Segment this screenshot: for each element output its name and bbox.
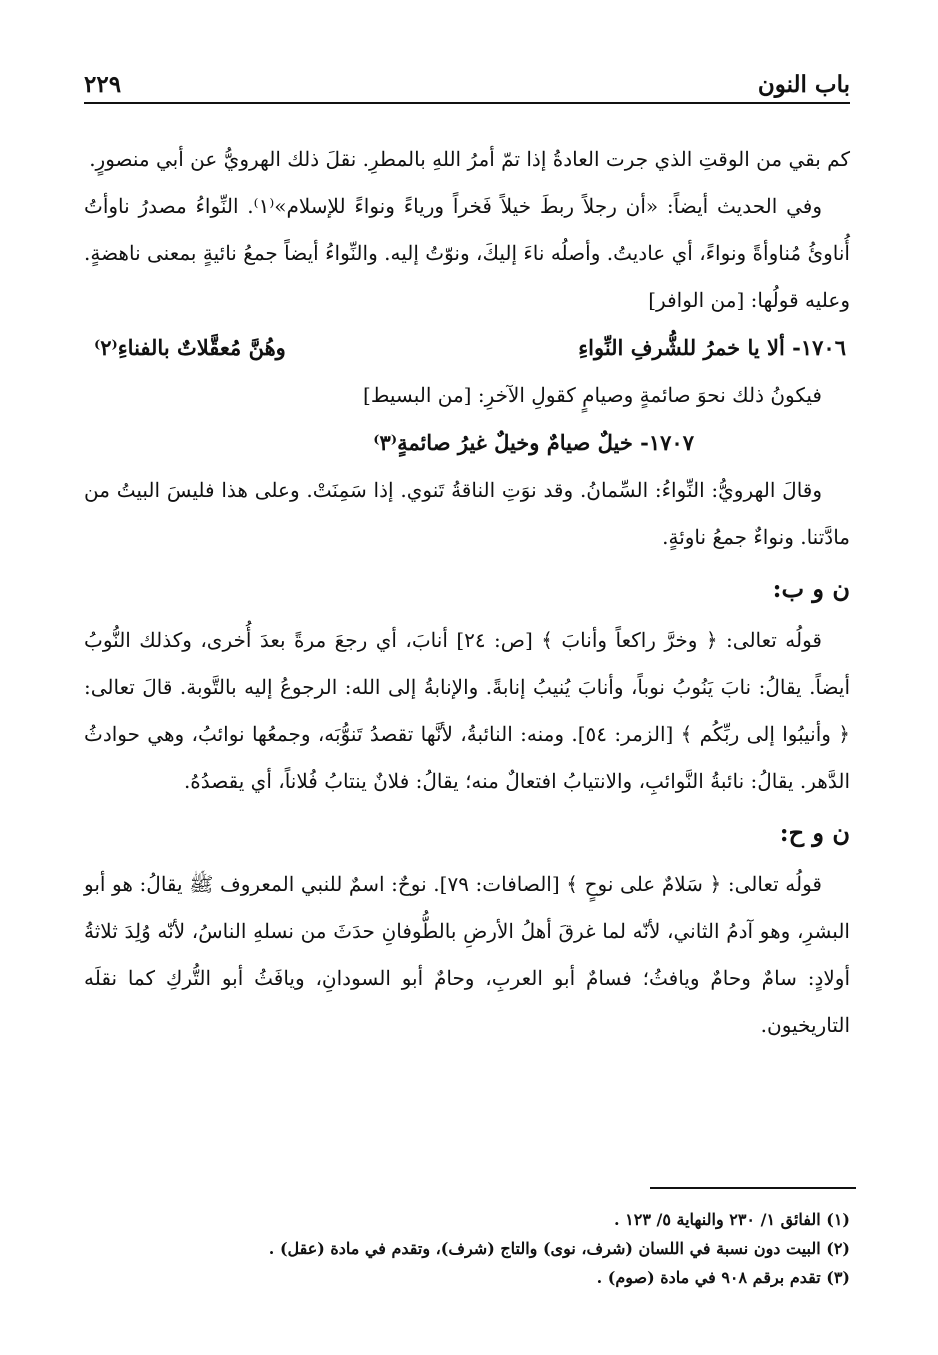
- paragraph-3: فيكونُ ذلك نحوَ صائمةٍ وصيامٍ كقولِ الآخرِ: [من البسيط]: [363, 383, 822, 407]
- section-text-nwh: قولُه تعالى: ﴿ سَلامٌ على نوحٍ ﴾ [الصافات: ٧٩]. نوحٌ: اسمٌ للنبي المعروف ﷺ يقالُ: هو أبو البشرِ، وهو آدمُ الثاني، لأنّه لما غرقَ أهلُ الأرضِ بالطُّوفانِ حدَثَ من نسلهِ الناسُ، لأنّه وُلِدَ ثلاثةُ أولادٍ: سامٌ وحامٌ ويافثُ؛ فسامٌ أبو العربِ، وحامٌ أبو السودانِ، ويافَثُ أبو التُّركِ كما نقلَه التاريخيون.: [84, 872, 850, 1037]
- paragraph-2: وفي الحديث أيضاً: «أن رجلاً ربطَ خيلاً فَخراً ورياءً ونواءً للإسلام»⁽١⁾. النِّواءُ مصدرُ ناوأتُ أُناوئُ مُناوأةً ونواءً، أي عاديتُ. وأصلُه ناءَ إليكَ، ونوّتُ إليه. والنِّواءُ أيضاً جمعُ نائيةٍ بمعنى ناهضةٍ. وعليه قولُها: [من الوافر]: [84, 194, 850, 312]
- paragraph-4: وقالَ الهرويُّ: النِّواءُ: السِّمانُ. وقد نوَتِ الناقةُ تَنوي. إذا سَمِنَتْ. وعلى هذا فليسَ البيتُ من مادَّتنا. ونواءٌ جمعُ ناوئةٍ.: [84, 478, 850, 549]
- page-body: [84, 136, 850, 1049]
- footnote-1: (١) الفائق ١/ ٢٣٠ والنهاية ٥/ ١٢٣ .: [614, 1210, 850, 1229]
- footnote-divider: [650, 1187, 856, 1189]
- section-text-nwb: قولُه تعالى: ﴿ وخرَّ راكعاً وأنابَ ﴾ [ص: ٢٤] أنابَ، أي رجعَ مرةً بعدَ أُخرى، وكذلك النُّوبُ أيضاً. يقالُ: نابَ يَنُوبُ نوباً، وأنابَ يُنيبُ إنابةً. والإنابةُ إلى الله: الرجوعُ إليه بالتَّوبة. قالَ تعالى: ﴿ وأنيبُوا إلى ربِّكُم ﴾ [الزمر: ٥٤]. ومنه: النائبةُ، لأنَّها تقصدُ تَنوُّبَه، وجمعُها نوائبُ، وهي حوادثُ الدَّهر. يقالُ: نائبةُ النَّوائبِ، والانتيابُ افتعالٌ منه؛ يقالُ: فلانٌ ينتابُ فُلاناً، أي يقصدُهُ.: [84, 628, 850, 793]
- footnotes: [84, 1205, 850, 1292]
- page-number: ٢٢٩: [84, 71, 122, 98]
- footnote-3: (٣) تقدم برقم ٩٠٨ في مادة (صوم) .: [596, 1268, 850, 1287]
- verse-1706: [84, 324, 850, 372]
- verse-1706-first-hemistich: ١٧٠٦- ألا يا خمرُ للشُّرفِ النِّواءِ: [578, 335, 846, 360]
- section-heading-nwb: ن و ب:: [772, 574, 850, 603]
- page-header: [84, 64, 850, 104]
- verse-1706-second-hemistich: وهُنَّ مُعقَّلاتٌ بالفناءِ⁽٢⁾: [94, 335, 286, 360]
- paragraph-1: كم بقي من الوقتِ الذي جرت العادةُ إذا تمّ أمرُ اللهِ بالمطرِ. نقلَ ذلك الهرويُّ عن أبي منصورٍ.: [89, 147, 850, 171]
- chapter-title: باب النون: [757, 71, 850, 98]
- footnote-2: (٢) البيت دون نسبة في اللسان (شرف، نوى) والتاج (شرف)، وتقدم في مادة (عقل) .: [268, 1239, 850, 1258]
- section-heading-nwh: ن و ح:: [779, 818, 850, 847]
- verse-1707: ١٧٠٧- خيلٌ صيامٌ وخيلٌ غيرُ صائمةٍ⁽٣⁾: [373, 430, 694, 455]
